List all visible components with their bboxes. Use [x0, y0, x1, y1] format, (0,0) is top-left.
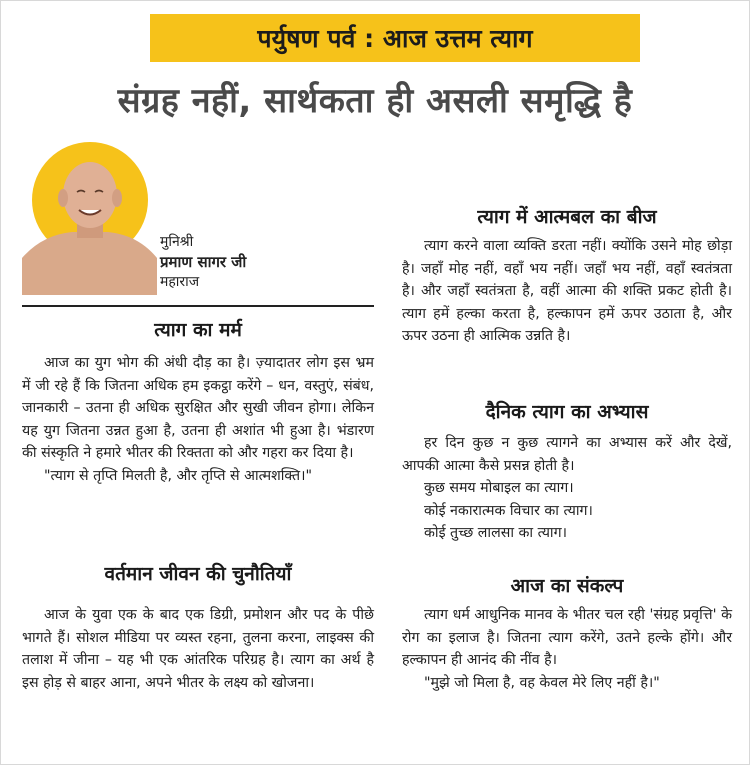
portrait-ear-right: [112, 189, 122, 207]
author-name: प्रमाण सागर जी: [160, 253, 247, 271]
sankalp-quote: "मुझे जो मिला है, वह केवल मेरे लिए नहीं है।": [424, 674, 660, 691]
section-abhyas: [402, 432, 732, 545]
abhyas-paragraph: हर दिन कुछ न कुछ त्यागने का अभ्यास करें और देखें, आपकी आत्मा कैसे प्रसन्न होती है।: [402, 435, 732, 474]
marm-paragraph: आज का युग भोग की अंधी दौड़ का है। ज़्यादातर लोग इस भ्रम में जी रहे हैं कि जितना अधिक हम इकट्ठा करेंगे – धन, वस्तुएं, संबंध, जानकारी – उतना ही अधिक सुरक्षित और सुखी जीवन होगा। लेकिन यह युग जितना उन्नत हुआ है, उतना ही अशांत भी हुआ है। भंडारण की संस्कृति ने हमारे भीतर की रिक्तता को और गहरा कर दिया है।: [22, 355, 374, 462]
abhyas-item: कोई तुच्छ लालसा का त्याग।: [424, 525, 567, 542]
author-title: मुनिश्री: [160, 234, 194, 250]
heading-chunautiyan: वर्तमान जीवन की चुनौतियाँ: [104, 563, 292, 585]
atmabal-paragraph: त्याग करने वाला व्यक्ति डरता नहीं। क्योंकि उसने मोह छोड़ा है। जहाँ मोह नहीं, वहाँ भय नहीं। जहाँ भय नहीं, वहाँ स्वतंत्रता है। और जहाँ स्वतंत्रता है, वहीं आत्मा की शक्ति प्रकट होती है। त्याग हमें हल्का करता है, हल्कापन हमें ऊपर उठाता है, और ऊपर उठना ही आत्मिक उन्नति है।: [402, 238, 732, 345]
portrait-ear-left: [58, 189, 68, 207]
marm-quote: "त्याग से तृप्ति मिलती है, और तृप्ति से आत्मशक्ति।": [44, 467, 313, 484]
section-sankalp: [402, 604, 732, 694]
sankalp-paragraph: त्याग धर्म आधुनिक मानव के भीतर चल रही 'संग्रह प्रवृत्ति' के रोग का इलाज है। जितना त्याग करेंगे, उतने हल्के होंगे। और हल्कापन ही आनंद की नींव है।: [402, 607, 732, 669]
portrait-shoulders: [22, 232, 157, 295]
heading-abhyas: दैनिक त्याग का अभ्यास: [485, 401, 649, 423]
author-portrait: [22, 140, 157, 295]
abhyas-item: कुछ समय मोबाइल का त्याग।: [424, 480, 574, 497]
heading-atmabal: त्याग में आत्मबल का बीज: [477, 206, 657, 228]
section-tyag-ka-marm: [22, 352, 374, 488]
page-headline: संग्रह नहीं, सार्थकता ही असली समृद्धि है: [117, 81, 633, 121]
author-byline: [160, 232, 246, 292]
heading-tyag-ka-marm: त्याग का मर्म: [154, 319, 242, 341]
left-column-rule: [22, 305, 374, 307]
author-suffix: महाराज: [160, 274, 200, 290]
section-chunautiyan: [22, 604, 374, 694]
section-banner: पर्युषण पर्व : आज उत्तम त्याग: [150, 14, 640, 62]
chunautiyan-paragraph: आज के युवा एक के बाद एक डिग्री, प्रमोशन और पद के पीछे भागते हैं। सोशल मीडिया पर व्यस्त रहना, तुलना करना, लाइक्स की तलाश में जीना – यह भी एक आंतरिक परिग्रह है। त्याग का अर्थ है इस होड़ से बाहर आना, अपने भीतर के लक्ष्य को खोजना।: [22, 607, 374, 691]
section-atmabal: [402, 235, 732, 348]
abhyas-item: कोई नकारात्मक विचार का त्याग।: [424, 502, 593, 519]
portrait-head: [63, 162, 117, 228]
heading-sankalp: आज का संकल्प: [510, 575, 624, 597]
